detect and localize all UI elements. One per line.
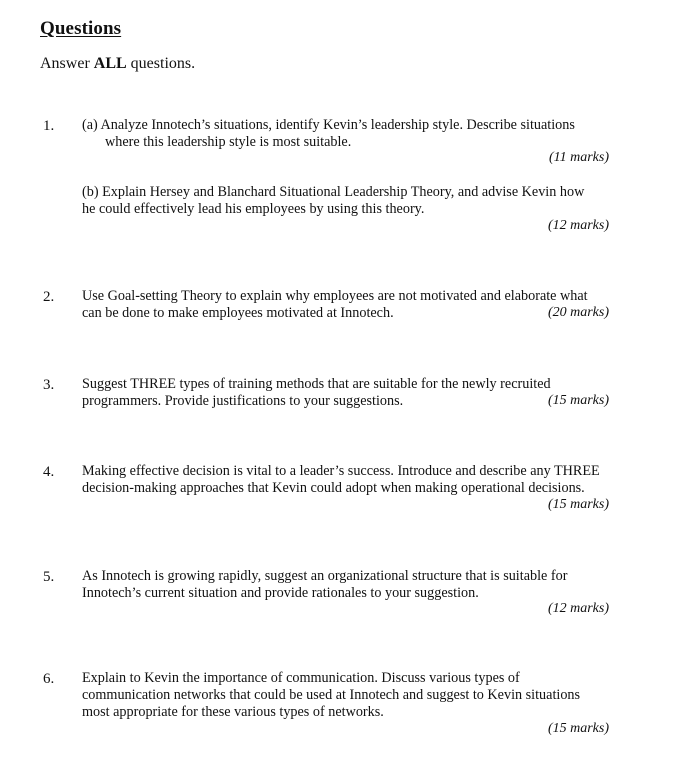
question-6-line-3: most appropriate for these various types of networks. xyxy=(82,704,384,720)
question-4-line-1: Making effective decision is vital to a leader’s success. Introduce and describe any THREE xyxy=(82,463,600,479)
question-1b-marks: (12 marks) xyxy=(547,218,609,233)
question-1a-line-2: where this leadership style is most suitable. xyxy=(105,134,352,150)
question-4-line-2: decision-making approaches that Kevin could adopt when making operational decisions. xyxy=(82,480,585,496)
question-2-line-1: Use Goal-setting Theory to explain why employees are not motivated and elaborate what xyxy=(82,288,588,304)
instruction-suffix: questions. xyxy=(126,55,196,72)
question-2-line-2: can be done to make employees motivated at Innotech. xyxy=(82,305,394,321)
question-1a-line-1: (a) Analyze Innotech’s situations, identify Kevin’s leadership style. Describe situations xyxy=(82,117,575,133)
question-number: 2. xyxy=(43,289,55,305)
page-title: Questions xyxy=(40,18,122,39)
question-number: 5. xyxy=(43,569,55,585)
question-1a-marks: (11 marks) xyxy=(548,150,609,165)
question-3-line-1: Suggest THREE types of training methods that are suitable for the newly recruited xyxy=(82,376,551,392)
question-number: 1. xyxy=(43,118,55,134)
instruction xyxy=(40,55,195,73)
question-6-line-2: communication networks that could be used at Innotech and suggest to Kevin situations xyxy=(82,687,581,703)
instruction-bold: ALL xyxy=(93,55,127,72)
question-2-marks: (20 marks) xyxy=(547,305,609,320)
question-6-marks: (15 marks) xyxy=(547,721,609,736)
question-number: 4. xyxy=(43,464,55,480)
question-number: 3. xyxy=(43,377,55,393)
question-1b-line-1: (b) Explain Hersey and Blanchard Situational Leadership Theory, and advise Kevin how xyxy=(82,184,585,200)
question-5-line-1: As Innotech is growing rapidly, suggest an organizational structure that is suitable for xyxy=(82,568,568,584)
question-6-line-1: Explain to Kevin the importance of communication. Discuss various types of xyxy=(82,670,520,686)
question-3-marks: (15 marks) xyxy=(547,393,609,408)
question-5-line-2: Innotech’s current situation and provide rationales to your suggestion. xyxy=(82,585,479,601)
question-number: 6. xyxy=(43,671,55,687)
question-3-line-2: programmers. Provide justifications to your suggestions. xyxy=(82,393,404,409)
instruction-prefix: Answer xyxy=(40,55,94,72)
question-5-marks: (12 marks) xyxy=(547,601,609,616)
question-4-marks: (15 marks) xyxy=(547,497,609,512)
question-1b-line-2: he could effectively lead his employees by using this theory. xyxy=(82,201,425,217)
